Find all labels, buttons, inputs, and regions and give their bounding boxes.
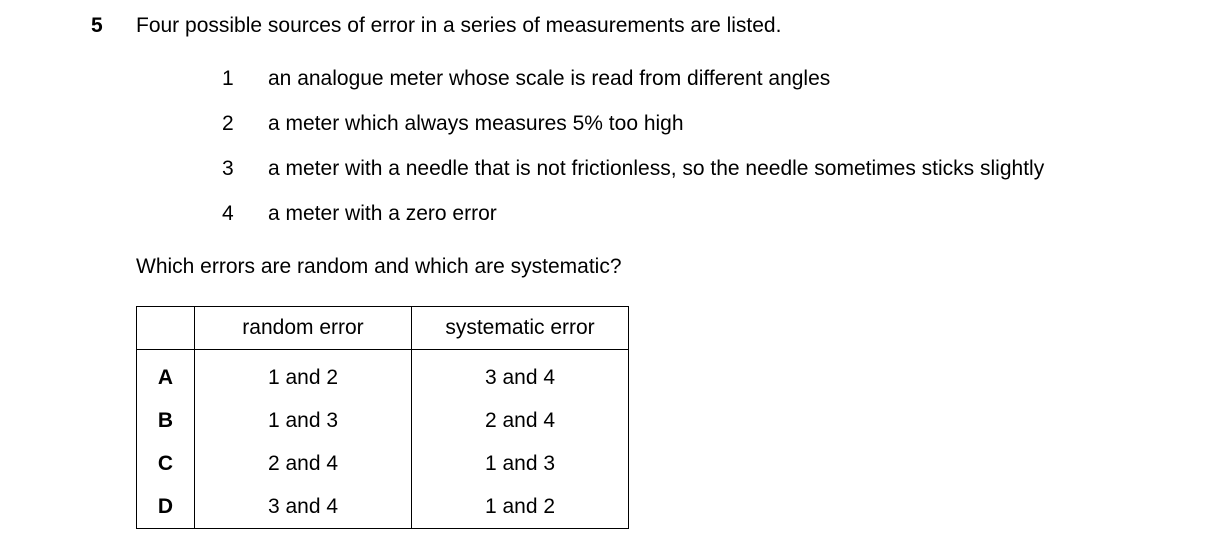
question-number: 5 — [91, 14, 103, 37]
table-header-row — [137, 307, 629, 350]
source-number: 1 — [222, 67, 234, 90]
header-systematic-error: systematic error — [412, 307, 629, 350]
source-number: 3 — [222, 157, 234, 180]
source-text: an analogue meter whose scale is read from different angles — [268, 67, 831, 90]
answer-options-table — [136, 306, 629, 529]
source-number: 4 — [222, 202, 234, 225]
systematic-error-cell: 1 and 3 — [412, 442, 629, 485]
systematic-error-cell: 3 and 4 — [412, 350, 629, 400]
source-item-2 — [222, 112, 684, 136]
source-number: 2 — [222, 112, 234, 135]
header-random-error: random error — [195, 307, 412, 350]
table-row — [137, 350, 629, 400]
header-blank — [137, 307, 195, 350]
table-row — [137, 442, 629, 485]
random-error-cell: 2 and 4 — [195, 442, 412, 485]
source-item-1 — [222, 67, 830, 91]
option-letter: A — [137, 350, 195, 400]
table-row — [137, 485, 629, 529]
option-letter: C — [137, 442, 195, 485]
question-prompt: Which errors are random and which are systematic? — [136, 255, 622, 278]
source-item-3 — [222, 157, 1044, 181]
random-error-cell: 1 and 2 — [195, 350, 412, 400]
source-item-4 — [222, 202, 497, 226]
option-letter: D — [137, 485, 195, 529]
table-row — [137, 399, 629, 442]
source-text: a meter with a zero error — [268, 202, 497, 225]
systematic-error-cell: 1 and 2 — [412, 485, 629, 529]
question-stem: Four possible sources of error in a series of measurements are listed. — [136, 14, 782, 37]
option-letter: B — [137, 399, 195, 442]
source-text: a meter with a needle that is not frictionless, so the needle sometimes sticks slightly — [268, 157, 1045, 180]
source-text: a meter which always measures 5% too high — [268, 112, 684, 135]
random-error-cell: 1 and 3 — [195, 399, 412, 442]
random-error-cell: 3 and 4 — [195, 485, 412, 529]
systematic-error-cell: 2 and 4 — [412, 399, 629, 442]
